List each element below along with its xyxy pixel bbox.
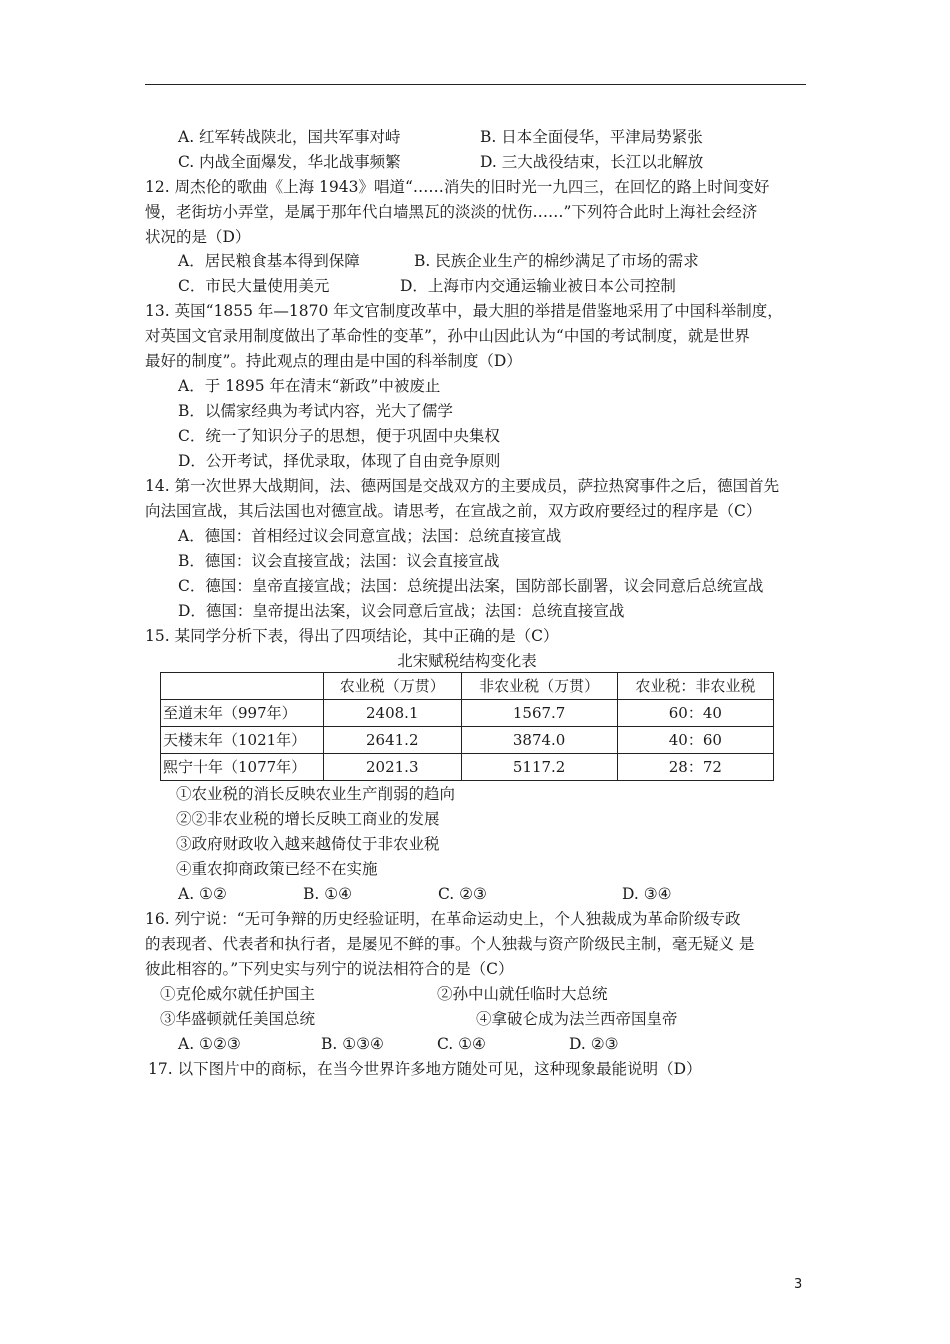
q12-option-a: A．居民粮食基本得到保障 (178, 252, 360, 270)
table-row (161, 700, 774, 727)
q11-option-a: A. 红军转战陕北，国共军事对峙 (178, 128, 401, 146)
table-header-cell: 农业税：非农业税 (617, 673, 773, 700)
table-header-cell (161, 673, 324, 700)
q13-option-d: D．公开考试，择优录取，体现了自由竞争原则 (178, 452, 501, 470)
q14-stem-line-2: 向法国宣战，其后法国也对德宣战。请思考，在宣战之前，双方政府要经过的程序是（C） (145, 502, 762, 520)
table-cell: 2641.2 (324, 727, 462, 754)
table-cell: 2021.3 (324, 754, 462, 781)
q17-stem: 17. 以下图片中的商标，在当今世界许多地方随处可见，这种现象最能说明（D） (148, 1060, 702, 1078)
table-header-cell: 非农业税（万贯） (461, 673, 617, 700)
q15-option-a: A. ①② (178, 885, 227, 903)
table-row (161, 754, 774, 781)
q15-option-c: C. ②③ (438, 885, 487, 903)
q15-option-d: D. ③④ (622, 885, 672, 903)
q13-stem-line-2: 对英国文官录用制度做出了革命性的变革”，孙中山因此认为“中国的考试制度，就是世界 (145, 327, 750, 345)
header-rule (145, 84, 806, 85)
table-row (161, 727, 774, 754)
q13-option-b: B．以儒家经典为考试内容，光大了儒学 (178, 402, 453, 420)
q15-conclusion-4: ④重农抑商政策已经不在实施 (176, 860, 378, 878)
q16-item-2: ②孙中山就任临时大总统 (437, 985, 608, 1003)
q16-option-a: A. ①②③ (178, 1035, 241, 1053)
q13-stem-line-3: 最好的制度”。持此观点的理由是中国的科举制度（D） (145, 352, 522, 370)
q13-option-c: C．统一了知识分子的思想，便于巩固中央集权 (178, 427, 500, 445)
table-cell: 28：72 (617, 754, 773, 781)
q16-option-b: B. ①③④ (321, 1035, 384, 1053)
q11-option-c: C. 内战全面爆发，华北战事频繁 (178, 153, 401, 171)
tax-structure-table (160, 672, 774, 781)
q15-conclusion-1: ①农业税的消长反映农业生产削弱的趋向 (176, 785, 456, 803)
q11-option-b: B. 日本全面侵华，平津局势紧张 (480, 128, 703, 146)
q13-option-a: A．于 1895 年在清末“新政”中被废止 (178, 377, 441, 395)
q16-item-1: ①克伦威尔就任护国主 (160, 985, 316, 1003)
table-cell: 40：60 (617, 727, 773, 754)
table-cell: 3874.0 (461, 727, 617, 754)
q16-stem-line-2: 的表现者、代表者和执行者，是屡见不鲜的事。个人独裁与资产阶级民主制，毫无疑义 是 (145, 935, 755, 953)
q16-option-c: C. ①④ (437, 1035, 486, 1053)
q14-stem-line-1: 14. 第一次世界大战期间，法、德两国是交战双方的主要成员，萨拉热窝事件之后，德国首先 (145, 477, 780, 495)
table-cell: 天楼末年（1021年） (161, 727, 324, 754)
q12-option-d: D．上海市内交通运输业被日本公司控制 (400, 277, 676, 295)
q15-conclusion-3: ③政府财政收入越来越倚仗于非农业税 (176, 835, 440, 853)
q14-option-d: D．德国：皇帝提出法案，议会同意后宣战；法国：总统直接宣战 (178, 602, 625, 620)
table-cell: 至道末年（997年） (161, 700, 324, 727)
table-header-cell: 农业税（万贯） (324, 673, 462, 700)
q11-option-d: D. 三大战役结束，长江以北解放 (480, 153, 704, 171)
table-cell: 2408.1 (324, 700, 462, 727)
q16-item-3: ③华盛顿就任美国总统 (160, 1010, 316, 1028)
q12-option-c: C．市民大量使用美元 (178, 277, 330, 295)
q16-item-4: ④拿破仑成为法兰西帝国皇帝 (476, 1010, 678, 1028)
table-cell: 5117.2 (461, 754, 617, 781)
q12-stem-line-1: 12. 周杰伦的歌曲《上海 1943》唱道“……消失的旧时光一九四三，在回忆的路上时间变好 (145, 178, 770, 196)
q16-stem-line-1: 16. 列宁说：“无可争辩的历史经验证明，在革命运动史上，个人独裁成为革命阶级专政 (145, 910, 741, 928)
q15-stem: 15. 某同学分析下表，得出了四项结论，其中正确的是（C） (145, 627, 559, 645)
q14-option-a: A．德国：首相经过议会同意宣战；法国：总统直接宣战 (178, 527, 562, 545)
q13-stem-line-1: 13. 英国“1855 年—1870 年文官制度改革中，最大胆的举措是借鉴地采用了中国科举制度， (145, 302, 783, 320)
q12-stem-line-3: 状况的是（D） (145, 228, 251, 246)
q12-stem-line-2: 慢，老街坊小弄堂，是属于那年代白墙黑瓦的淡淡的忧伤……”下列符合此时上海社会经济 (145, 203, 758, 221)
q14-option-c: C．德国：皇帝直接宣战；法国：总统提出法案，国防部长副署，议会同意后总统宣战 (178, 577, 764, 595)
page-number: 3 (794, 1277, 803, 1292)
q15-option-b: B. ①④ (303, 885, 353, 903)
q12-option-b: B. 民族企业生产的棉纱满足了市场的需求 (414, 252, 699, 270)
q16-stem-line-3: 彼此相容的。”下列史实与列宁的说法相符合的是（C） (145, 960, 514, 978)
table-cell: 1567.7 (461, 700, 617, 727)
q15-conclusion-2: ②②非农业税的增长反映工商业的发展 (176, 810, 440, 828)
table-cell: 熙宁十年（1077年） (161, 754, 324, 781)
table-header-row (161, 673, 774, 700)
q14-option-b: B．德国：议会直接宣战；法国：议会直接宣战 (178, 552, 500, 570)
q16-option-d: D. ②③ (569, 1035, 619, 1053)
table-cell: 60：40 (617, 700, 773, 727)
q15-table-title: 北宋赋税结构变化表 (397, 652, 537, 670)
